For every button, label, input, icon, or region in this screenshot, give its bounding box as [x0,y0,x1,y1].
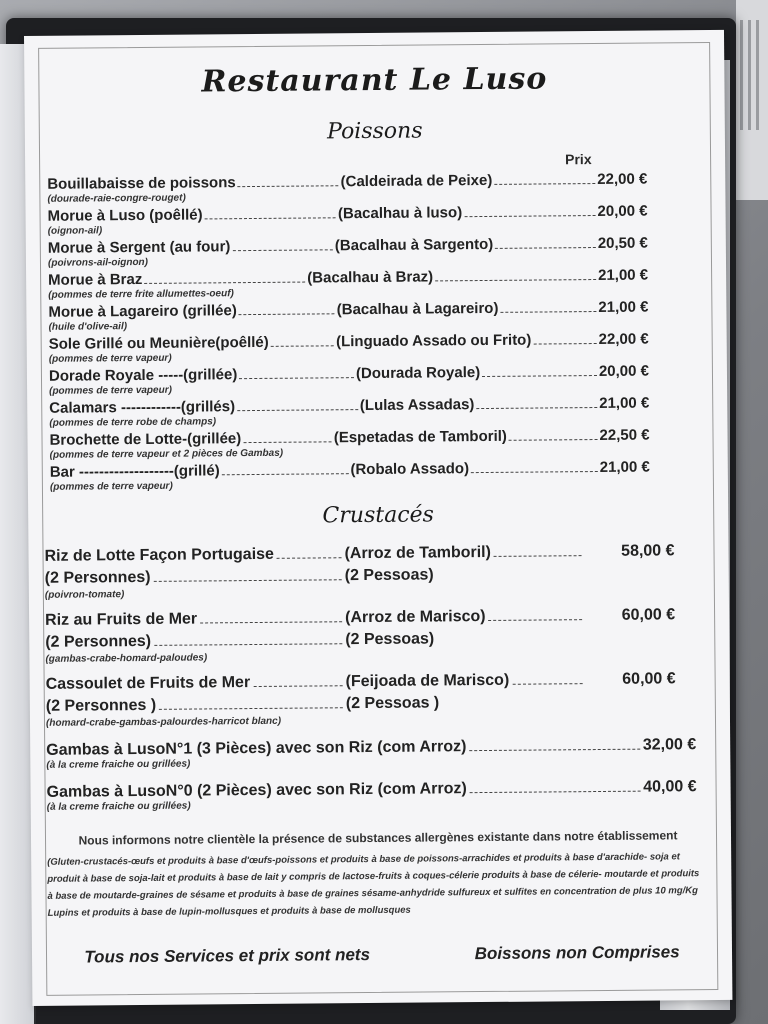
menu-item [46,668,696,729]
price-column-header: Prix [565,151,592,168]
menu-item [49,395,649,429]
item-name: Calamars ------------(grillés) [49,398,236,417]
item-portuguese-name: (Bacalhau à Sargento) [334,235,494,255]
item-portuguese-persons: (2 Pessoas) [345,630,435,649]
item-portuguese-persons: (2 Pessoas) [344,566,434,585]
allergen-line: Lupins et produits à base de lupin-mollusques et produits à base de mollusques [47,904,411,919]
menu-item [48,235,648,269]
item-description: (à la creme fraiche ou grillées) [46,758,191,771]
item-name: Brochette de Lotte-(grillée) [49,430,242,449]
item-description: (homard-crabe-gambas-palourdes-harricot blanc) [45,715,282,729]
item-description: (oignon-ail) [47,225,103,237]
footer-drinks-note: Boissons non Comprises [474,942,680,964]
item-portuguese-name: (Robalo Assado) [350,460,470,479]
menu-item [44,540,694,601]
menu-item [49,427,649,461]
item-price: 21,00 € [597,266,649,284]
item-price: 40,00 € [643,778,697,796]
item-portuguese-name: (Bacalhau à Lagareiro) [336,299,499,319]
restaurant-title: Restaurant Le Luso [201,61,548,100]
footer-prices-note: Tous nos Services et prix sont nets [84,945,371,967]
item-name: Riz au Fruits de Mer [45,610,198,629]
item-persons: (2 Personnes) [44,568,151,587]
item-name: Morue à Lagareiro (grillée) [48,302,237,321]
item-price: 21,00 € [599,394,650,412]
item-description: (pommes de terre vapeur) [48,352,172,365]
item-portuguese-name: (Caldeirada de Peixe) [340,171,493,191]
item-persons: (2 Personnes) [45,632,152,651]
menu-item [50,459,650,493]
allergen-intro: Nous informons notre clientèle la présence de substances allergènes existante dans notre établissement [78,828,678,848]
item-portuguese-persons: (2 Pessoas ) [345,694,440,713]
menu-item [49,331,649,365]
item-price: 20,00 € [598,362,650,380]
item-price: 22,00 € [598,330,649,348]
item-description: (dourade-raie-congre-rouget) [47,192,186,205]
item-name: Cassoulet de Fruits de Mer [45,674,251,693]
allergen-line: à base de moutarde-graines de sésame et produits à base de graines sésame-anhydride sulfureux et sulfites en concentration de plus 10 mg/Kg [47,885,698,902]
menu-item [47,171,647,205]
item-portuguese-name: (Bacalhau à luso) [337,204,463,223]
item-price: 21,00 € [598,298,649,316]
item-portuguese-name: (Linguado Assado ou Frito) [335,331,532,351]
menu-item [47,778,697,813]
item-price: 20,00 € [597,202,648,221]
item-description: (poivron-tomate) [44,589,125,601]
menu-item [49,363,649,397]
item-name: Sole Grillé ou Meunière(poêllé) [48,333,269,353]
item-portuguese-name: (Arroz de Tamboril) [344,543,491,563]
item-name: Dorade Royale -----(grillée) [48,366,238,385]
item-price: 60,00 € [622,670,676,688]
item-portuguese-name: (Feijoada de Marisco) [345,671,510,691]
item-description: (gambas-crabe-homard-paloudes) [45,652,208,665]
item-description: (huile d'olive-ail) [48,321,128,333]
item-portuguese-name: (Espetadas de Tamboril) [333,427,507,447]
item-price: 21,00 € [599,458,650,476]
item-price: 32,00 € [642,736,697,754]
item-price: 22,00 € [597,170,648,189]
item-price: 60,00 € [621,606,676,624]
item-description: (pommes de terre vapeur) [49,384,172,397]
item-name: Morue à Braz [48,270,143,289]
item-description: (à la creme fraiche ou grillées) [46,800,191,813]
item-name: Gambas à LusoN°1 (3 Pièces) avec son Riz (com Arroz) [46,738,467,759]
section-title-poissons: Poissons [326,118,423,145]
allergen-line: (Gluten-crustacés-œufs et produits à base d'œufs-poissons et produits à base de poissons-arrachides et produits à base d'arachide- soja et [47,851,680,868]
item-description: (pommes de terre robe de champs) [49,416,217,429]
item-name: Bouillabaisse de poissons [47,174,236,193]
item-persons: (2 Personnes ) [45,696,157,715]
item-price: 20,50 € [597,234,648,253]
item-description: (poivrons-ail-oignon) [47,256,149,269]
menu-item [48,267,648,301]
item-name: Riz de Lotte Façon Portugaise [44,545,274,565]
allergen-line: produit à base de soja-lait et produits à base de lait y compris de lactose-fruits à coques-célerie produits à base de célerie- moutarde et produits [47,868,700,885]
item-name: Bar -------------------(grillé) [49,462,220,481]
allergen-notice [47,828,710,922]
item-price: 22,50 € [599,426,650,444]
fork-icon [736,0,768,200]
menu-item [48,203,648,237]
item-portuguese-name: (Dourada Royale) [355,364,481,383]
item-name: Morue à Luso (poêllé) [47,206,203,225]
item-price: 58,00 € [621,542,675,560]
item-portuguese-name: (Arroz de Marisco) [345,607,486,627]
menu-item [48,299,648,333]
menu-page [24,30,732,1006]
item-name: Morue à Sergent (au four) [47,238,231,257]
section-title-crustaces: Crustacés [322,502,435,529]
item-description: (pommes de terre frite allumettes-oeuf) [48,288,234,301]
menu-item [45,604,695,665]
item-portuguese-name: (Bacalhau à Braz) [307,268,434,287]
item-description: (pommes de terre vapeur et 2 pièces de Gambas) [49,447,284,461]
item-description: (pommes de terre vapeur) [49,480,173,493]
menu-item [46,736,696,771]
item-name: Gambas à LusoN°0 (2 Pièces) avec son Riz (com Arroz) [46,780,467,801]
item-portuguese-name: (Lulas Assadas) [359,396,475,415]
